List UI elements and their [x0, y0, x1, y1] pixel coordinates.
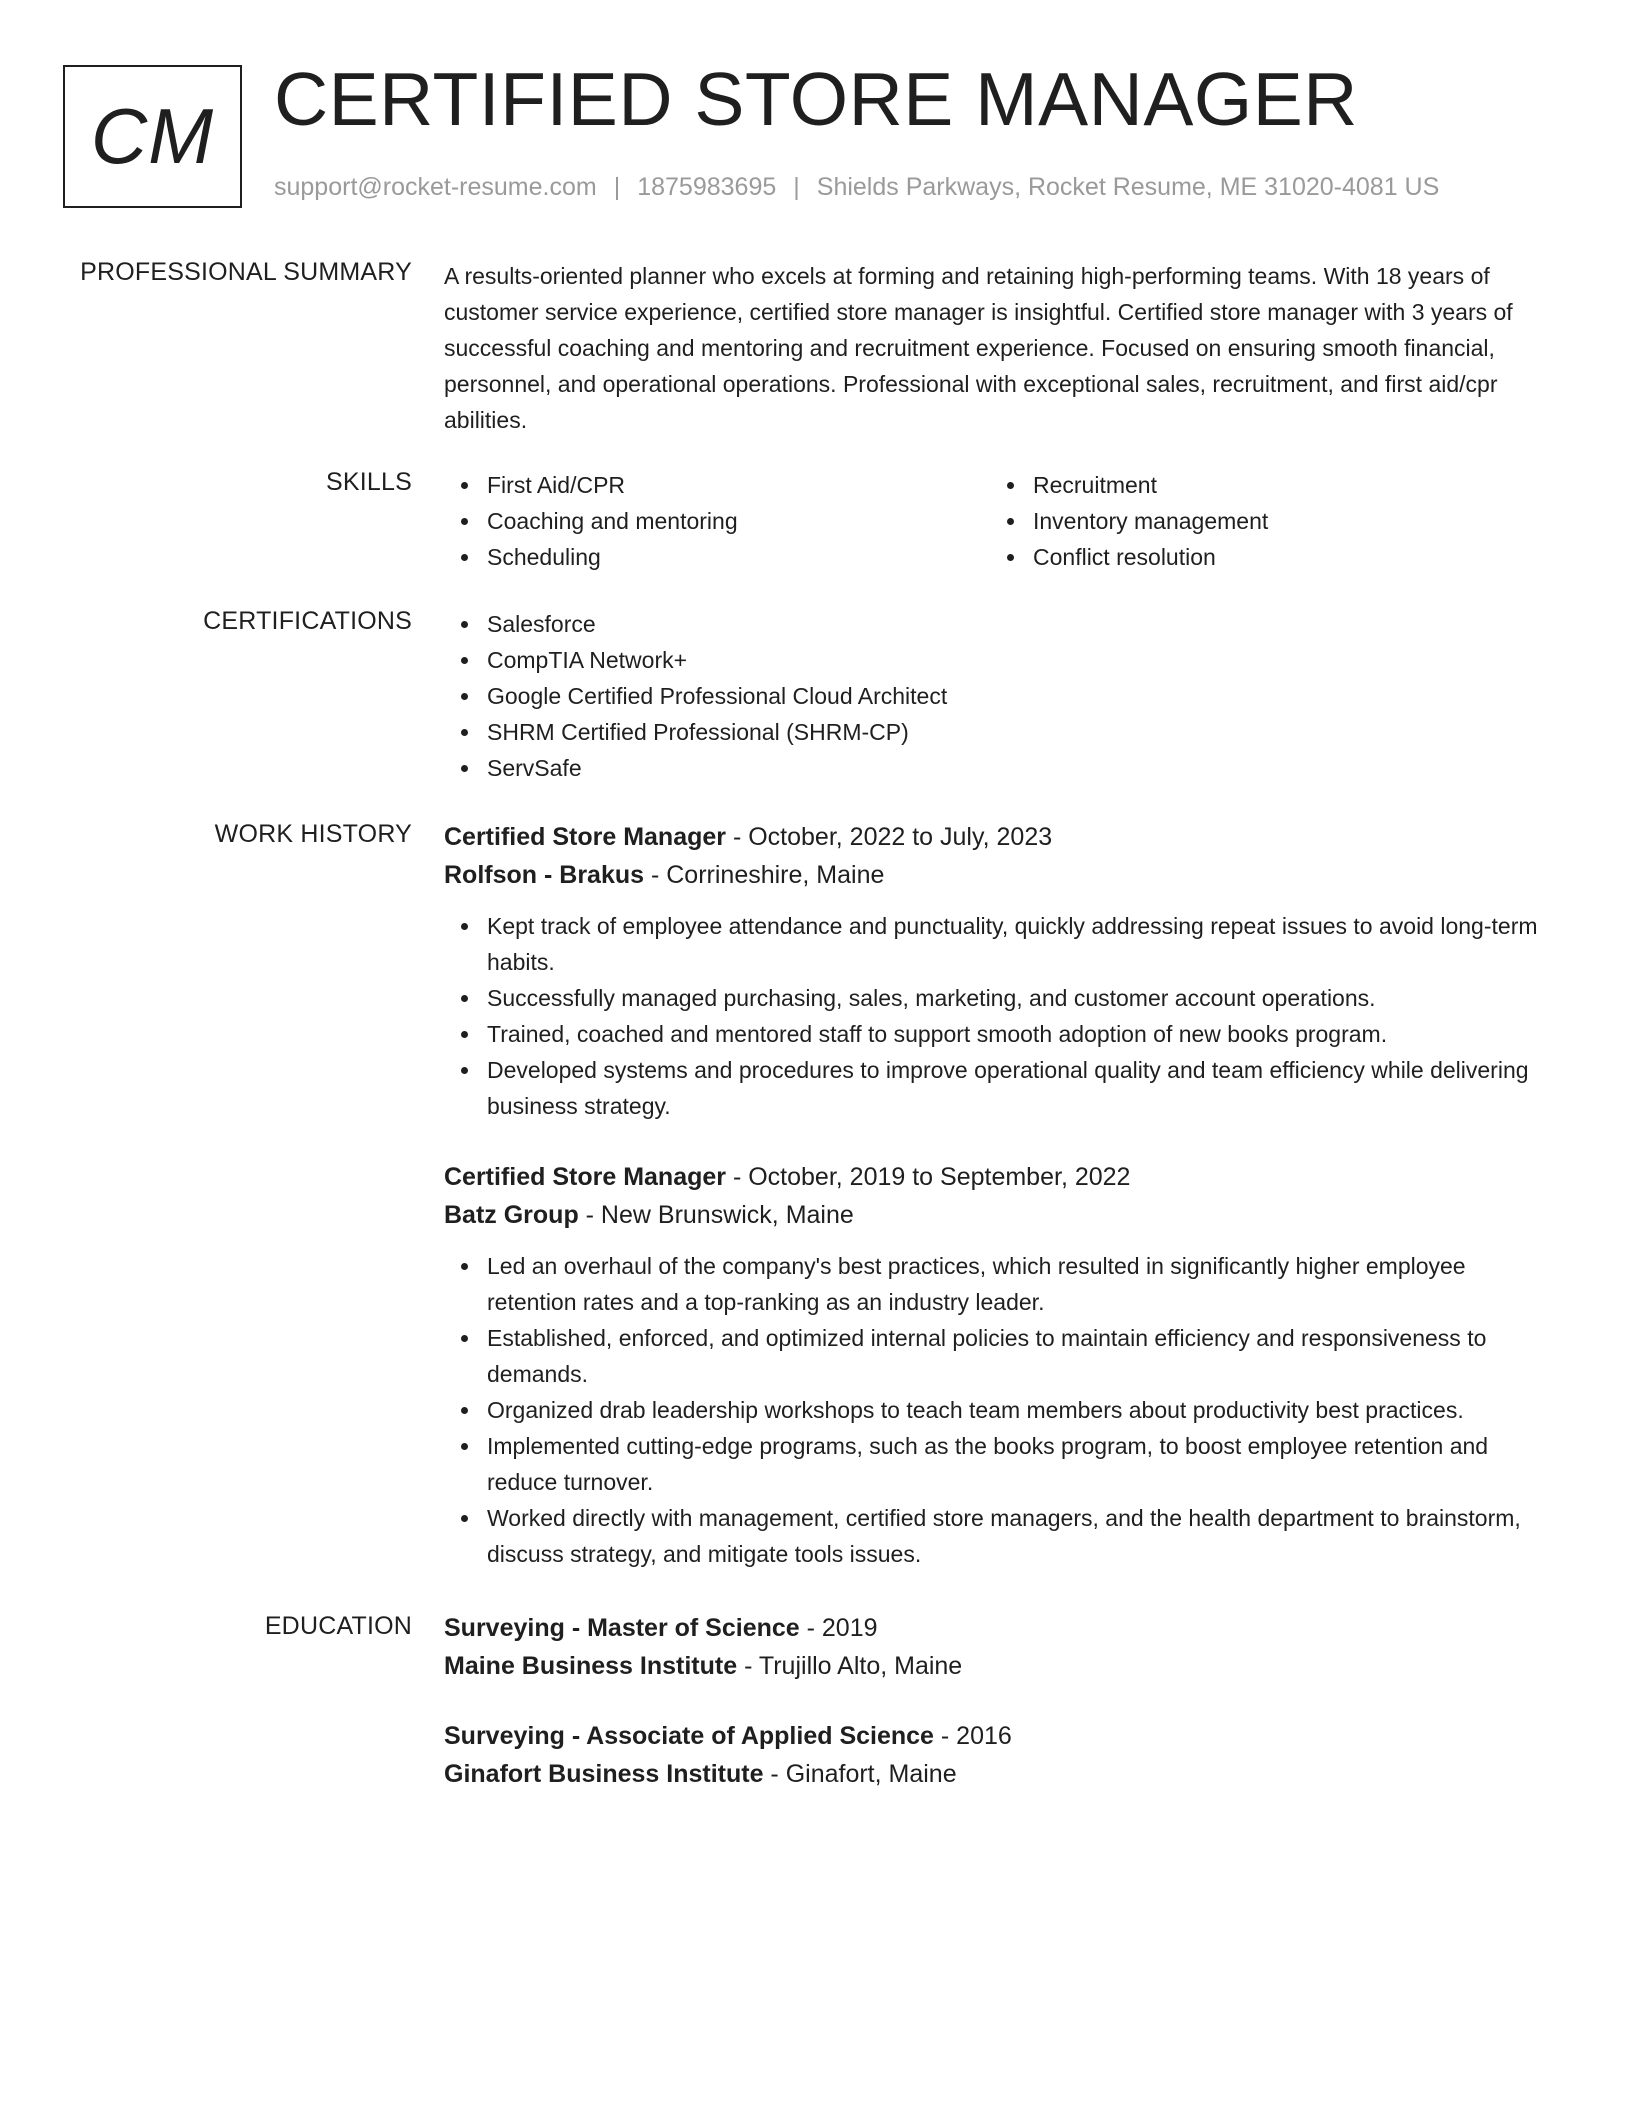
- skill-item: First Aid/CPR: [444, 467, 990, 503]
- job-dates: - October, 2022 to July, 2023: [726, 823, 1053, 851]
- education-heading: EDUCATION: [264, 1612, 412, 1640]
- skill-item: Coaching and mentoring: [444, 503, 990, 539]
- skills-column-right: [990, 467, 1536, 575]
- school-line: [444, 1647, 1544, 1685]
- education-entry: [444, 1717, 1544, 1793]
- job-bullets: [444, 1248, 1544, 1572]
- school-location: - Trujillo Alto, Maine: [737, 1652, 963, 1680]
- job-title-line: [444, 1158, 1544, 1196]
- certification-item: ServSafe: [444, 750, 1544, 786]
- job-location: - New Brunswick, Maine: [578, 1201, 854, 1229]
- monogram-initials: CM: [90, 92, 215, 180]
- education-entry: [444, 1609, 1544, 1685]
- school: Maine Business Institute: [444, 1652, 738, 1680]
- school-location: - Ginafort, Maine: [763, 1760, 957, 1788]
- job-bullet: Established, enforced, and optimized internal policies to maintain efficiency and responsiveness to demands.: [444, 1320, 1544, 1392]
- job-location: - Corrineshire, Maine: [644, 861, 885, 889]
- summary-text: A results-oriented planner who excels at forming and retaining high-performing teams. With 18 years of customer service experience, certified store manager is insightful. Certified store manager with 3 years of successful coaching and mentoring and recruitment experience. Focused on ensuring smooth financial, personnel, and operational operations. Professional with exceptional sales, recruitment, and first aid/cpr abilities.: [444, 263, 1513, 433]
- contact-address: Shields Parkways, Rocket Resume, ME 31020-4081 US: [816, 173, 1440, 201]
- skill-item: Conflict resolution: [990, 539, 1536, 575]
- certification-item: Salesforce: [444, 606, 1544, 642]
- monogram-box: [63, 65, 242, 208]
- skill-item: Recruitment: [990, 467, 1536, 503]
- certification-item: Google Certified Professional Cloud Architect: [444, 678, 1544, 714]
- certification-item: SHRM Certified Professional (SHRM-CP): [444, 714, 1544, 750]
- job-bullet: Trained, coached and mentored staff to support smooth adoption of new books program.: [444, 1016, 1544, 1052]
- certifications-heading: CERTIFICATIONS: [203, 607, 412, 635]
- job-title: Certified Store Manager: [444, 823, 727, 851]
- skills-list: [444, 467, 1544, 575]
- contact-separator: |: [793, 173, 800, 201]
- contact-line: [274, 173, 1439, 202]
- job-bullet: Led an overhaul of the company's best practices, which resulted in significantly higher employee retention rates and a top-ranking as an industry leader.: [444, 1248, 1544, 1320]
- degree-line: [444, 1609, 1544, 1647]
- job-company: Rolfson - Brakus: [444, 861, 645, 889]
- skill-item: Scheduling: [444, 539, 990, 575]
- job-bullets: [444, 908, 1544, 1124]
- job-title: Certified Store Manager: [444, 1163, 727, 1191]
- school: Ginafort Business Institute: [444, 1760, 764, 1788]
- job-bullet: Kept track of employee attendance and punctuality, quickly addressing repeat issues to avoid long-term habits.: [444, 908, 1544, 980]
- job-dates: - October, 2019 to September, 2022: [726, 1163, 1131, 1191]
- contact-separator: |: [613, 173, 621, 201]
- job-bullet: Developed systems and procedures to improve operational quality and team efficiency while delivering business strategy.: [444, 1052, 1544, 1124]
- contact-phone: 1875983695: [637, 173, 777, 201]
- certifications-list: [444, 606, 1544, 786]
- skills-column-left: [444, 467, 990, 575]
- job-bullet: Organized drab leadership workshops to teach team members about productivity best practices.: [444, 1392, 1544, 1428]
- degree-year: - 2016: [933, 1722, 1012, 1750]
- degree: Surveying - Master of Science: [444, 1614, 800, 1642]
- degree: Surveying - Associate of Applied Science: [444, 1722, 934, 1750]
- job-company: Batz Group: [444, 1201, 579, 1229]
- summary-heading: PROFESSIONAL SUMMARY: [80, 258, 412, 286]
- job-title-line: [444, 818, 1544, 856]
- job-bullet: Successfully managed purchasing, sales, marketing, and customer account operations.: [444, 980, 1544, 1016]
- work-history-heading: WORK HISTORY: [214, 820, 412, 848]
- job-bullet: Worked directly with management, certified store managers, and the health department to brainstorm, discuss strategy, and mitigate tools issues.: [444, 1500, 1544, 1572]
- certification-item: CompTIA Network+: [444, 642, 1544, 678]
- skill-item: Inventory management: [990, 503, 1536, 539]
- job-bullet: Implemented cutting-edge programs, such as the books program, to boost employee retention and reduce turnover.: [444, 1428, 1544, 1500]
- candidate-name: CERTIFIED STORE MANAGER: [274, 57, 1358, 141]
- school-line: [444, 1755, 1544, 1793]
- job-entry: [444, 1158, 1544, 1572]
- job-company-line: [444, 856, 1544, 894]
- contact-email: support@rocket-resume.com: [274, 173, 597, 201]
- job-company-line: [444, 1196, 1544, 1234]
- degree-line: [444, 1717, 1544, 1755]
- degree-year: - 2019: [799, 1614, 878, 1642]
- skills-heading: SKILLS: [326, 468, 412, 496]
- job-entry: [444, 818, 1544, 1124]
